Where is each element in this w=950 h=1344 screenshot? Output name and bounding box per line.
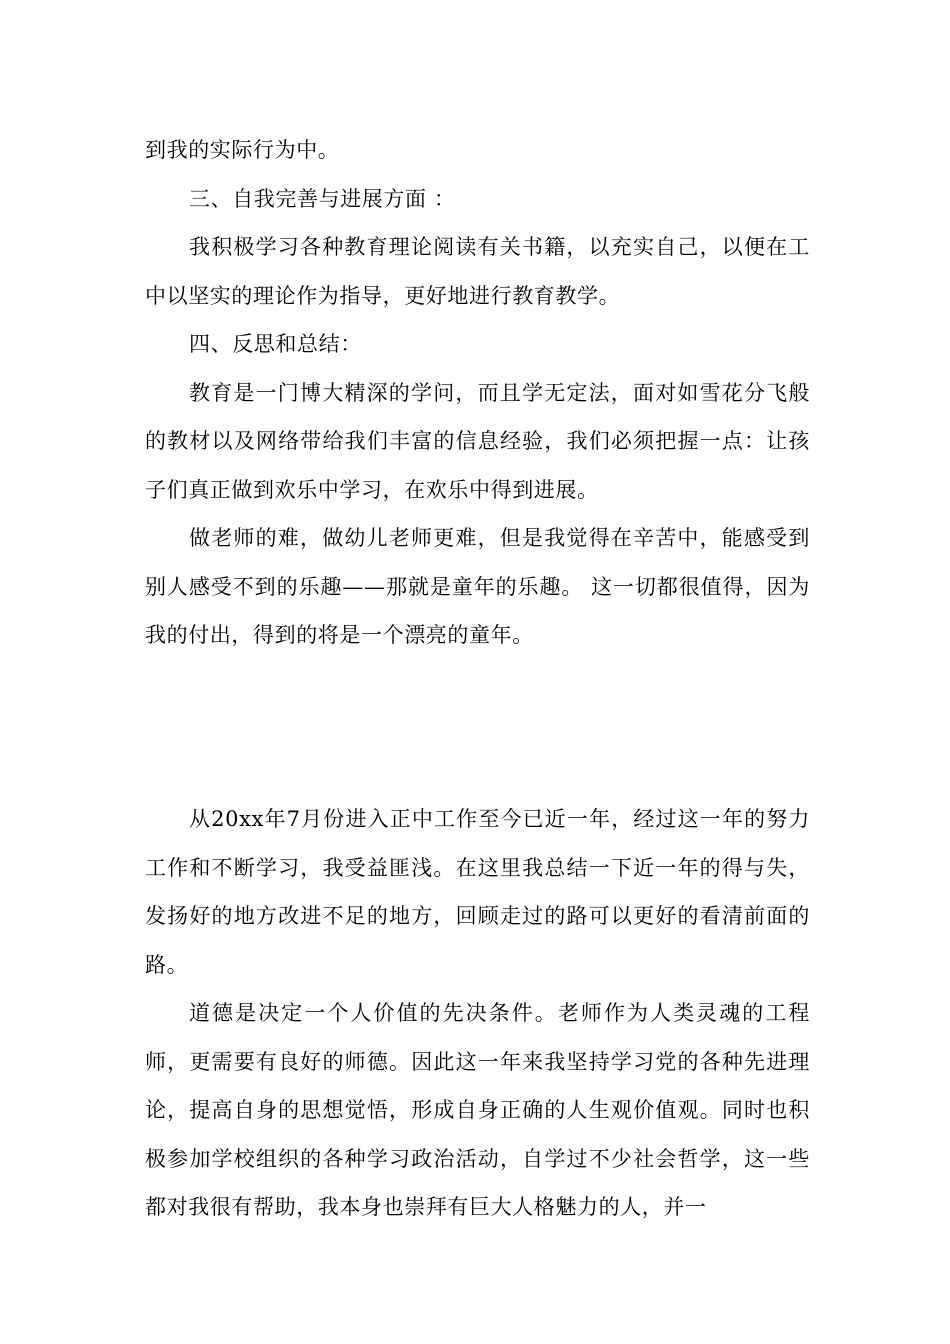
heading-reflection-summary: 四、反思和总结：	[189, 332, 362, 356]
paragraph-education: 教育是一门博大精深的学问，而且学无定法，面对如雪花分飞般的教材以及网络带给我们丰富的信息经验，我们必须把握一点：让孩子们真正做到欢乐中学习，在欢乐中得到进展。	[145, 380, 810, 502]
text-section-two	[145, 795, 810, 1232]
paragraph-study-theory: 我积极学习各种教育理论阅读有关书籍，以充实自己，以便在工中以坚实的理论作为指导，更好地进行教育教学。	[145, 235, 810, 308]
paragraph-morality: 道德是决定一个人价值的先决条件。老师作为人类灵魂的工程师，更需要有良好的师德。因此这一年来我坚持学习党的各种先进理论，提高自身的思想觉悟，形成自身正确的人生观价值观。同时也积极参加学校组织的各种学习政治活动，自学过不少社会哲学，这一些都对我很有帮助，我本身也崇拜有巨大人格魅力的人，并一	[145, 1001, 810, 1219]
paragraph-continuation: 到我的实际行为中。	[145, 138, 340, 162]
paragraph-year-summary: 从20xx年7月份进入正中工作至今已近一年，经过这一年的努力工作和不断学习，我受益匪浅。在这里我总结一下近一年的得与失，发扬好的地方改进不足的地方，回顾走过的路可以更好的看清前面的路。	[145, 807, 810, 977]
heading-self-improvement: 三、自我完善与进展方面 ：	[189, 186, 456, 211]
paragraph-teacher-difficulty: 做老师的难，做幼儿老师更难，但是我觉得在辛苦中，能感受到别人感受不到的乐趣——那就是童年的乐趣。 这一切都很值得，因为我的付出，得到的将是一个漂亮的童年。	[145, 526, 810, 647]
text-section-one	[145, 126, 810, 660]
